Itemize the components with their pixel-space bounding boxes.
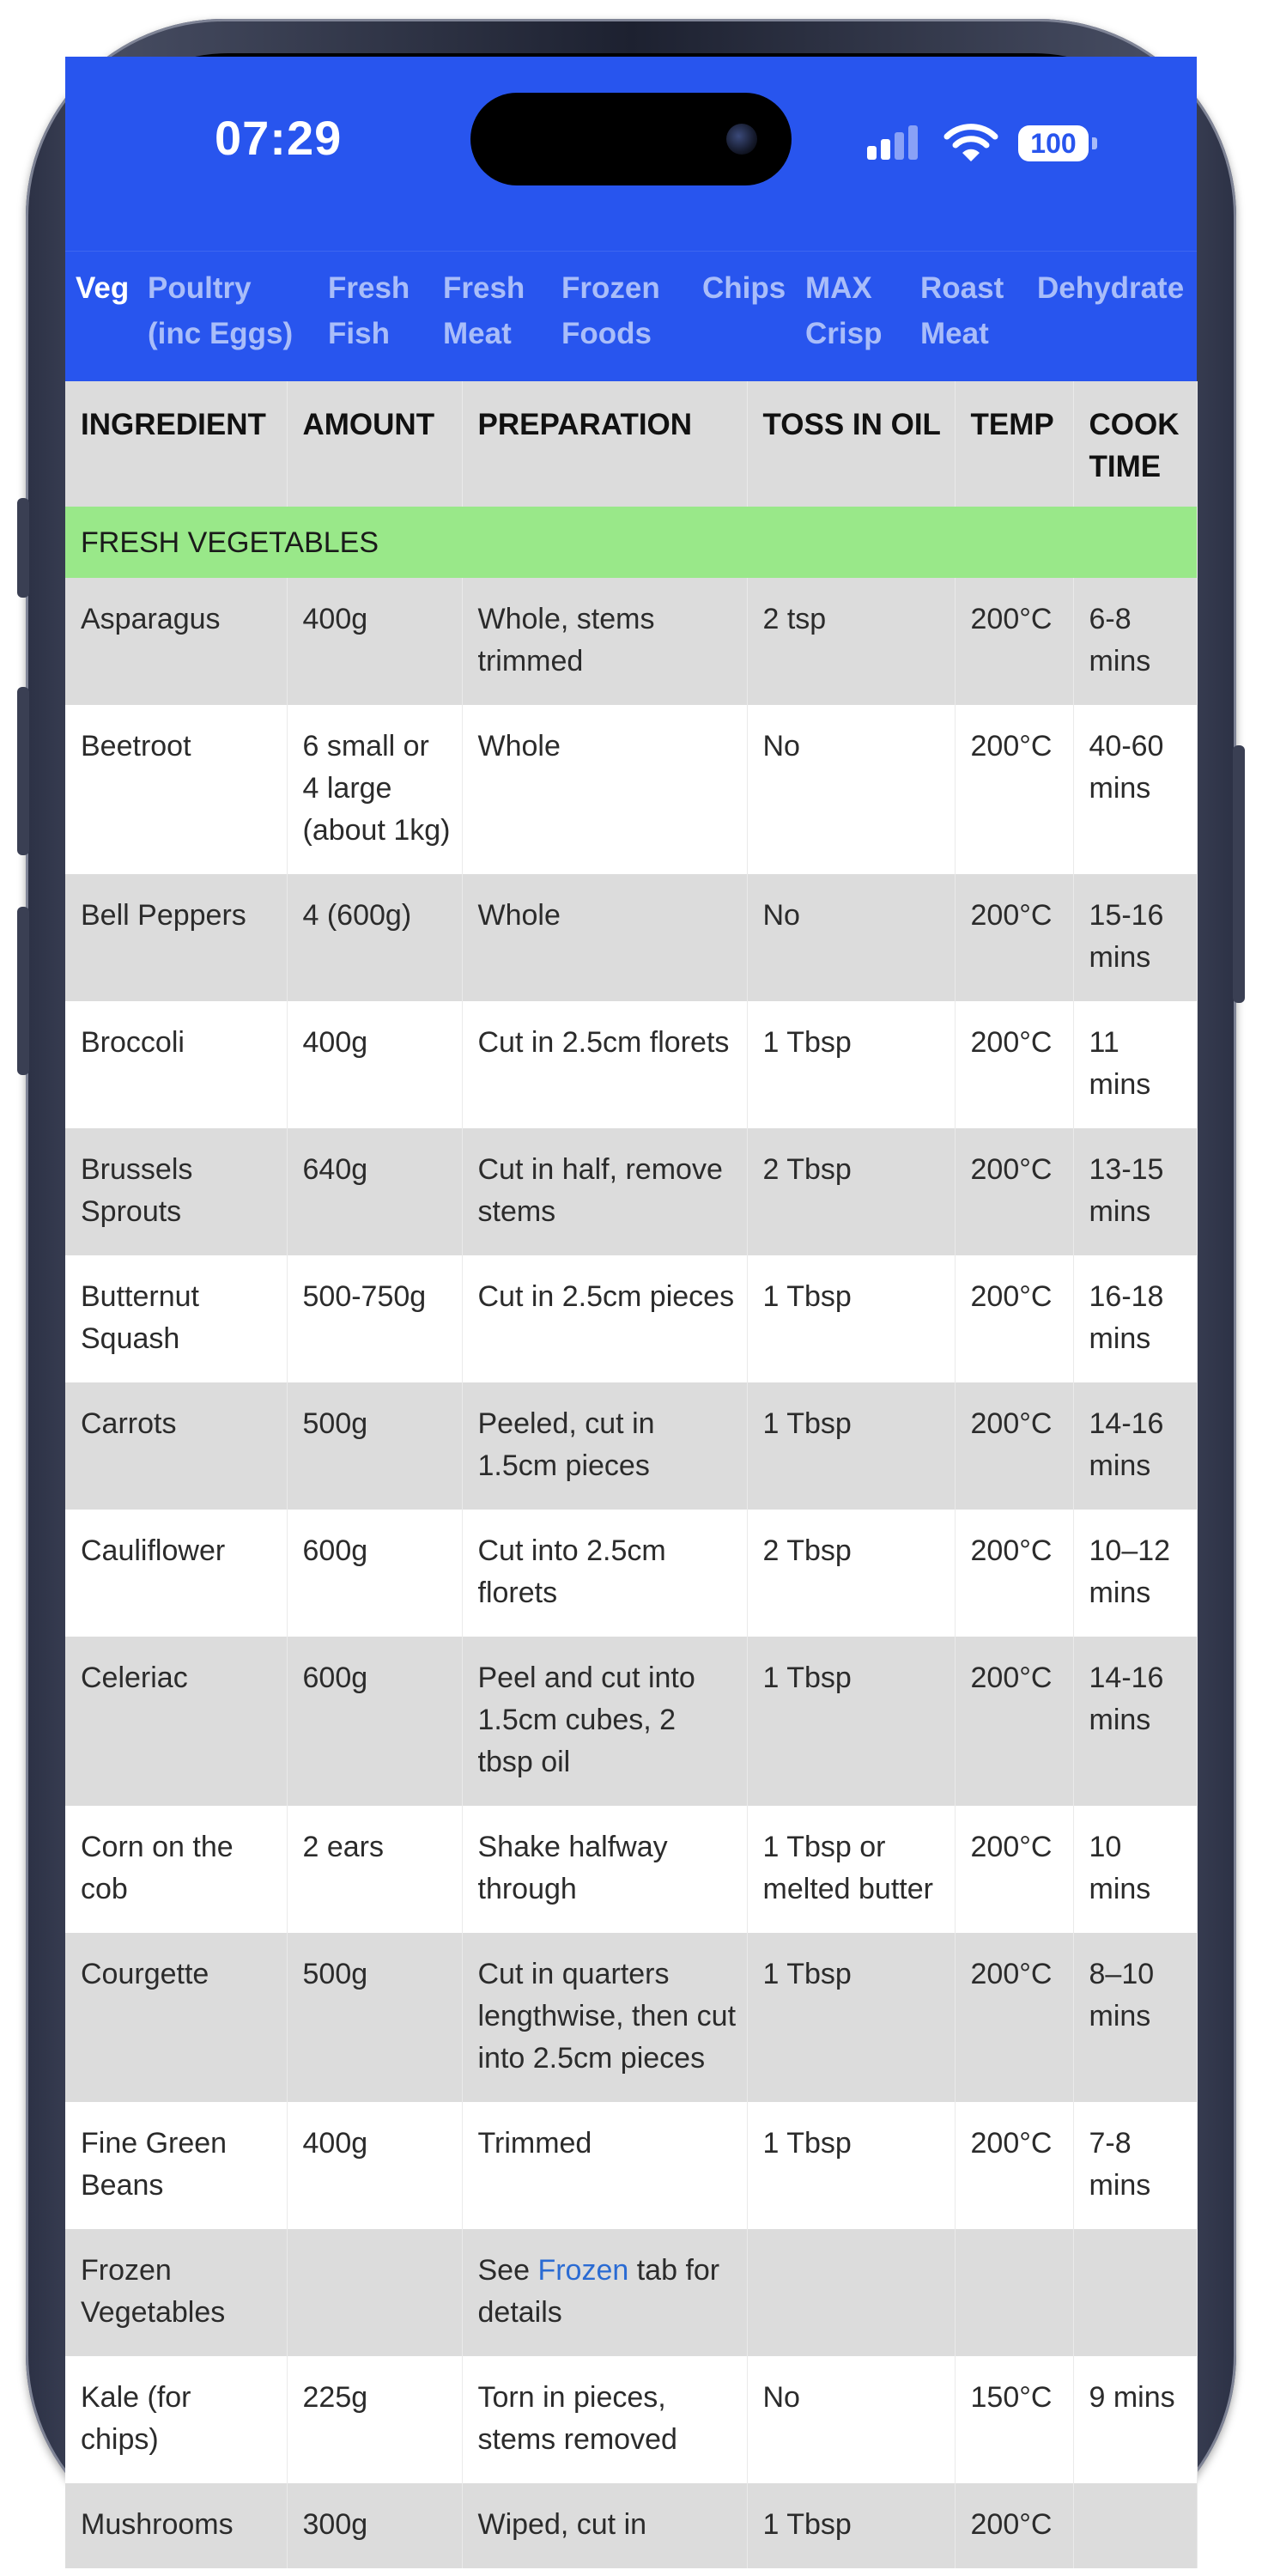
cell-cook-time: 15-16 mins: [1073, 874, 1197, 1001]
cell-temp: 200°C: [955, 1001, 1073, 1128]
col-header-temp: TEMP: [955, 381, 1073, 507]
cell-toss-in-oil: 1 Tbsp or melted butter: [747, 1806, 955, 1933]
cell-preparation: Whole: [462, 874, 747, 1001]
cell-temp: 200°C: [955, 1510, 1073, 1637]
cell-preparation: Cut in quarters lengthwise, then cut into 2.5cm pieces: [462, 1933, 747, 2102]
cell-toss-in-oil: 1 Tbsp: [747, 1255, 955, 1382]
cell-temp: 200°C: [955, 1933, 1073, 2102]
cell-amount: 300g: [287, 2483, 462, 2568]
cell-preparation: Cut into 2.5cm florets: [462, 1510, 747, 1637]
table-row: [65, 2483, 1197, 2568]
signal-bar-4: [908, 125, 918, 160]
cell-toss-in-oil: 2 Tbsp: [747, 1128, 955, 1255]
cell-cook-time: 9 mins: [1073, 2356, 1197, 2483]
cell-ingredient: Beetroot: [65, 705, 287, 874]
cell-ingredient: Corn on the cob: [65, 1806, 287, 1933]
category-tabs: [65, 251, 1197, 380]
tab-dehydrate[interactable]: Dehydrate: [1037, 271, 1185, 305]
table-row: [65, 2102, 1197, 2229]
cell-toss-in-oil: No: [747, 874, 955, 1001]
table-row: [65, 2356, 1197, 2483]
status-time: 07:29: [215, 111, 343, 165]
table-row: [65, 1128, 1197, 1255]
wifi-icon: [944, 122, 998, 163]
cell-temp: 200°C: [955, 2483, 1073, 2568]
cell-cook-time: 13-15 mins: [1073, 1128, 1197, 1255]
tab-roast-meat[interactable]: Roast Meat: [920, 271, 1004, 350]
frozen-tab-link[interactable]: Frozen: [537, 2254, 629, 2287]
cell-amount: 400g: [287, 1001, 462, 1128]
cell-ingredient: Frozen Vegetables: [65, 2229, 287, 2356]
cell-amount: 4 (600g): [287, 874, 462, 1001]
cell-cook-time: 11 mins: [1073, 1001, 1197, 1128]
table-row: [65, 1001, 1197, 1128]
cell-ingredient: Butternut Squash: [65, 1255, 287, 1382]
cell-cook-time: 6-8 mins: [1073, 578, 1197, 705]
section-row: [65, 507, 1197, 578]
prep-text-prefix: See: [477, 2254, 538, 2287]
table-row: [65, 1510, 1197, 1637]
table-row: [65, 1637, 1197, 1806]
cell-temp: 200°C: [955, 1806, 1073, 1933]
cell-toss-in-oil: No: [747, 705, 955, 874]
cell-toss-in-oil: 1 Tbsp: [747, 2102, 955, 2229]
cell-toss-in-oil: 1 Tbsp: [747, 1001, 955, 1128]
cell-temp: 200°C: [955, 1128, 1073, 1255]
cell-preparation: Whole, stems trimmed: [462, 578, 747, 705]
cell-preparation: Whole: [462, 705, 747, 874]
dynamic-island: [470, 93, 792, 185]
cell-temp: [955, 2229, 1073, 2356]
cell-toss-in-oil: 1 Tbsp: [747, 2483, 955, 2568]
cell-toss-in-oil: 2 tsp: [747, 578, 955, 705]
cell-cook-time: 8–10 mins: [1073, 1933, 1197, 2102]
cell-cook-time: 40-60 mins: [1073, 705, 1197, 874]
cell-cook-time: [1073, 2229, 1197, 2356]
table-row: [65, 1255, 1197, 1382]
cell-amount: 400g: [287, 578, 462, 705]
volume-up-button: [17, 687, 29, 855]
section-title: FRESH VEGETABLES: [65, 507, 1197, 578]
battery-icon: 100: [1018, 125, 1089, 161]
power-button: [1233, 745, 1245, 1003]
cell-amount: 6 small or 4 large (about 1kg): [287, 705, 462, 874]
cell-temp: 200°C: [955, 1255, 1073, 1382]
action-button: [17, 498, 29, 598]
screen: [65, 57, 1197, 2541]
cell-ingredient: Bell Peppers: [65, 874, 287, 1001]
cell-cook-time: 14-16 mins: [1073, 1637, 1197, 1806]
signal-bar-3: [895, 132, 904, 160]
prep-text-suffix: tab for details: [477, 2254, 720, 2329]
cell-temp: 200°C: [955, 874, 1073, 1001]
cell-amount: 2 ears: [287, 1806, 462, 1933]
tab-fresh-meat[interactable]: Fresh Meat: [443, 271, 525, 350]
table-header-row: [65, 381, 1197, 507]
cell-ingredient: Courgette: [65, 1933, 287, 2102]
cell-cook-time: 7-8 mins: [1073, 2102, 1197, 2229]
cell-ingredient: Mushrooms: [65, 2483, 287, 2568]
col-header-amount: AMOUNT: [287, 381, 462, 507]
cell-amount: 640g: [287, 1128, 462, 1255]
cell-amount: 500g: [287, 1382, 462, 1510]
cell-amount: [287, 2229, 462, 2356]
tab-chips[interactable]: Chips: [702, 271, 786, 305]
cell-ingredient: Kale (for chips): [65, 2356, 287, 2483]
cell-amount: 225g: [287, 2356, 462, 2483]
table-row: [65, 578, 1197, 705]
tab-fresh-fish[interactable]: Fresh Fish: [328, 271, 410, 350]
cell-ingredient: Carrots: [65, 1382, 287, 1510]
tab-poultry[interactable]: Poultry (inc Eggs): [148, 271, 294, 350]
battery-tip: [1092, 137, 1097, 149]
cell-ingredient: Broccoli: [65, 1001, 287, 1128]
cell-amount: 500g: [287, 1933, 462, 2102]
cell-preparation: Cut in 2.5cm pieces: [462, 1255, 747, 1382]
cell-toss-in-oil: 1 Tbsp: [747, 1933, 955, 2102]
cell-preparation: Torn in pieces, stems removed: [462, 2356, 747, 2483]
cell-cook-time: 10 mins: [1073, 1806, 1197, 1933]
cell-ingredient: Cauliflower: [65, 1510, 287, 1637]
cell-temp: 200°C: [955, 705, 1073, 874]
cell-cook-time: 14-16 mins: [1073, 1382, 1197, 1510]
signal-bar-2: [881, 139, 890, 160]
table-row: [65, 874, 1197, 1001]
volume-down-button: [17, 907, 29, 1075]
table-row: [65, 1806, 1197, 1933]
signal-bar-1: [867, 146, 877, 160]
cell-preparation: Wiped, cut in: [462, 2483, 747, 2568]
cell-cook-time: 10–12 mins: [1073, 1510, 1197, 1637]
cell-toss-in-oil: 1 Tbsp: [747, 1382, 955, 1510]
front-camera-icon: [726, 124, 757, 155]
cell-preparation: Shake halfway through: [462, 1806, 747, 1933]
cell-preparation: Cut in 2.5cm florets: [462, 1001, 747, 1128]
col-header-ingredient: INGREDIENT: [65, 381, 287, 507]
tab-max-crisp[interactable]: MAX Crisp: [805, 271, 883, 350]
cell-preparation: Peeled, cut in 1.5cm pieces: [462, 1382, 747, 1510]
table-row: [65, 705, 1197, 874]
cell-cook-time: 16-18 mins: [1073, 1255, 1197, 1382]
cell-ingredient: Asparagus: [65, 578, 287, 705]
table-row: [65, 1382, 1197, 1510]
cell-preparation: Trimmed: [462, 2102, 747, 2229]
cell-amount: 600g: [287, 1510, 462, 1637]
col-header-preparation: PREPARATION: [462, 381, 747, 507]
cell-toss-in-oil: No: [747, 2356, 955, 2483]
cell-temp: 150°C: [955, 2356, 1073, 2483]
cell-toss-in-oil: [747, 2229, 955, 2356]
col-header-toss-in-oil: TOSS IN OIL: [747, 381, 955, 507]
cell-toss-in-oil: 2 Tbsp: [747, 1510, 955, 1637]
cell-amount: 600g: [287, 1637, 462, 1806]
status-icons: [867, 120, 1125, 168]
tab-frozen-foods[interactable]: Frozen Foods: [561, 271, 660, 350]
cooking-table: [65, 381, 1197, 2568]
cell-temp: 200°C: [955, 1637, 1073, 1806]
cell-toss-in-oil: 1 Tbsp: [747, 1637, 955, 1806]
cell-temp: 200°C: [955, 1382, 1073, 1510]
cell-amount: 400g: [287, 2102, 462, 2229]
cell-cook-time: [1073, 2483, 1197, 2568]
col-header-cook-time: COOK TIME: [1073, 381, 1197, 507]
cell-amount: 500-750g: [287, 1255, 462, 1382]
cell-ingredient: Brussels Sprouts: [65, 1128, 287, 1255]
cell-preparation: Peel and cut into 1.5cm cubes, 2 tbsp oil: [462, 1637, 747, 1806]
cell-ingredient: Fine Green Beans: [65, 2102, 287, 2229]
cell-preparation: Cut in half, remove stems: [462, 1128, 747, 1255]
cell-preparation: [462, 2229, 747, 2356]
cell-temp: 200°C: [955, 578, 1073, 705]
tab-veg[interactable]: Veg: [76, 271, 130, 305]
cell-ingredient: Celeriac: [65, 1637, 287, 1806]
cell-temp: 200°C: [955, 2102, 1073, 2229]
table-row: [65, 2229, 1197, 2356]
table-row: [65, 1933, 1197, 2102]
